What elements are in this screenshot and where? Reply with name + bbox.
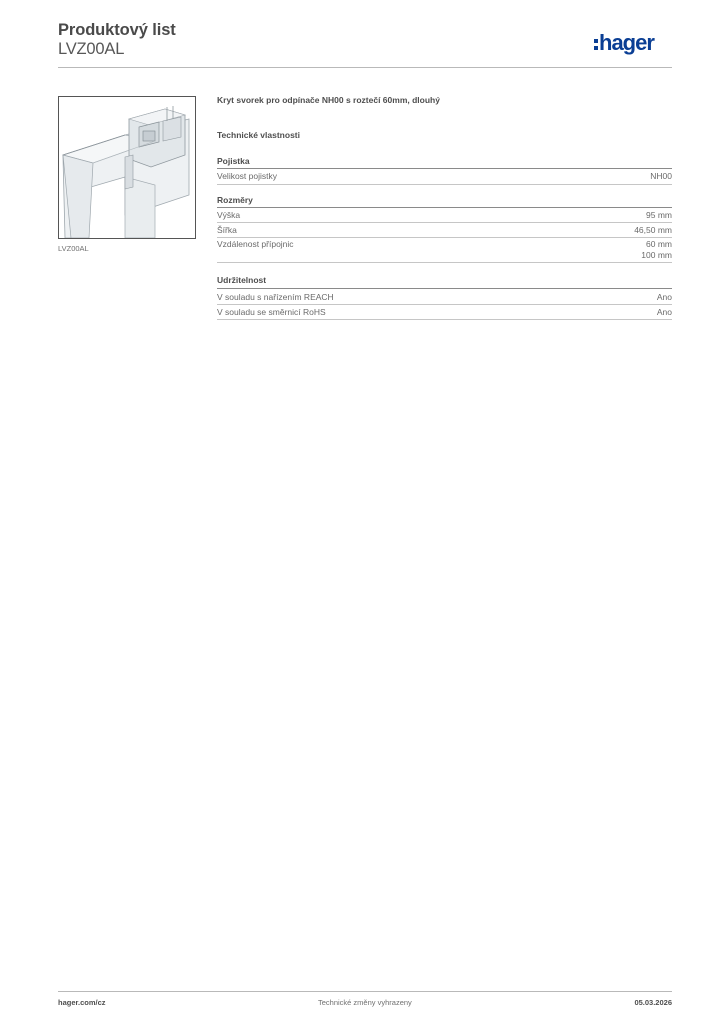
spec-group-title: Pojistka: [217, 156, 250, 166]
logo-dots-icon: [594, 39, 598, 50]
spec-row-value: 60 mm: [646, 239, 672, 249]
specs-heading: Technické vlastnosti: [217, 130, 300, 140]
spec-row-label: V souladu se směrnicí RoHS: [217, 307, 326, 317]
spec-row-label: Vzdálenost přípojnic: [217, 239, 294, 249]
spec-row-label: V souladu s nařízením REACH: [217, 292, 334, 302]
spec-row-divider: [217, 262, 672, 263]
spec-row-divider: [217, 237, 672, 238]
logo-text: hager: [599, 30, 654, 55]
hager-logo: [594, 29, 654, 57]
header-divider: [58, 67, 672, 68]
spec-row-value: Ano: [656, 307, 672, 317]
spec-group-divider: [217, 207, 672, 208]
spec-row-value: 95 mm: [646, 210, 672, 220]
document-title: Produktový list: [58, 21, 176, 39]
product-image-frame: [58, 96, 196, 239]
product-code: LVZ00AL: [58, 40, 125, 58]
footer-website-link[interactable]: hager.com/cz: [58, 998, 106, 1007]
spec-row-label: Výška: [217, 210, 241, 220]
image-caption: LVZ00AL: [58, 244, 89, 253]
spec-row-divider: [217, 304, 672, 305]
spec-group-title: Udržitelnost: [217, 275, 267, 285]
spec-row-value-secondary: 100 mm: [641, 250, 672, 260]
footer-notice: Technické změny vyhrazeny: [318, 998, 412, 1007]
spec-group-divider: [217, 168, 672, 169]
spec-row-label: Šířka: [217, 225, 237, 235]
spec-row-value: NH00: [650, 171, 672, 181]
spec-row-label: Velikost pojistky: [217, 171, 277, 181]
spec-row-value: 46,50 mm: [634, 225, 672, 235]
footer-divider: [58, 991, 672, 992]
spec-row-divider: [217, 184, 672, 185]
footer-date: 05.03.2026: [634, 998, 672, 1007]
terminal-cover-illustration: [59, 97, 195, 238]
spec-group-title: Rozměry: [217, 195, 253, 205]
spec-group-divider: [217, 288, 672, 289]
spec-row-divider: [217, 222, 672, 223]
spec-row-value: Ano: [656, 292, 672, 302]
product-description: Kryt svorek pro odpínače NH00 s roztečí 60mm, dlouhý: [217, 95, 440, 105]
spec-row-divider: [217, 319, 672, 320]
